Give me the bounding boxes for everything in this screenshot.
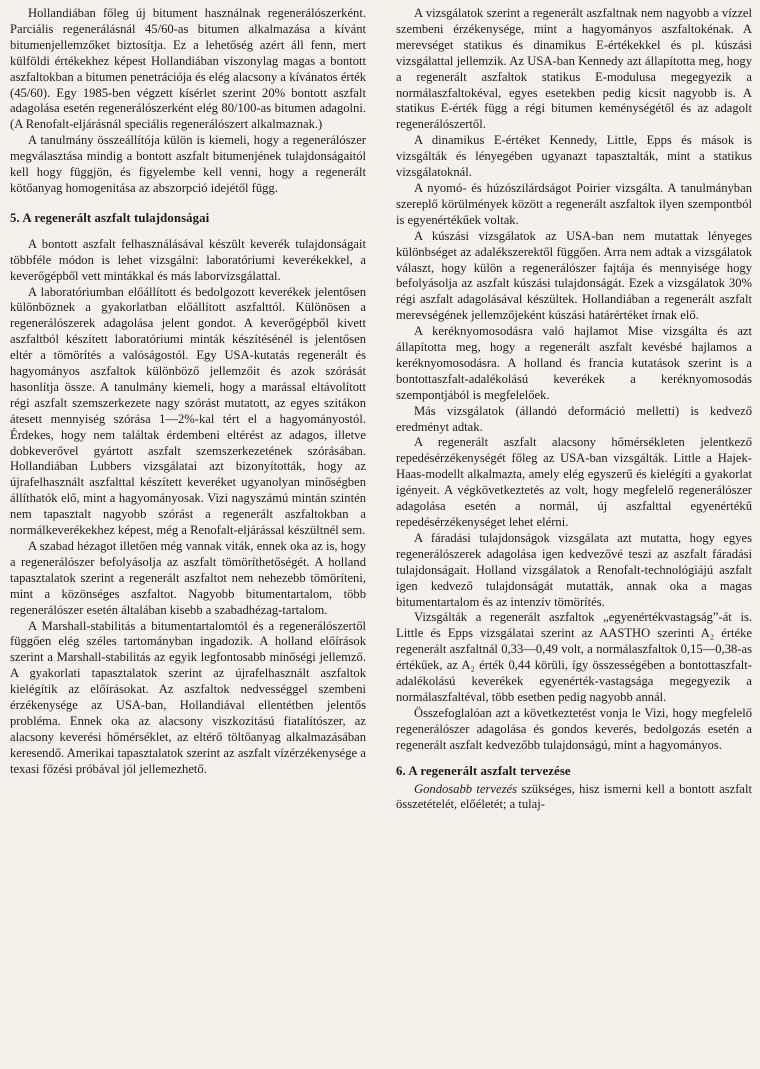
paragraph: A Marshall-stabilitás a bitumentartalomtól és a regenerálószertől függően elég széles tartományban ingadozik. A holland előírások szerint a Marshall-stabilitás az egyik legfontosabb minőségi jellemző. A gyakorlati tapasztalatok szerint az újrafelhasznált aszfaltok kielégítik az előírásokat. Az aszfaltok nedvességgel szembeni érzékenysége az USA-ban, Hollandiával ellentétben jelentős probléma. Ennek oka az alacsony viszkozitású fiatalítószer, az alacsony keverési hőmérséklet, az eltérő töltőanyag alkalmazásában keresendő. Amerikai tapasztalatok szerint az aszfalt vízérzékenysége a texasi főzési próbával jól jellemezhető. <box>10 618 366 776</box>
paragraph: A dinamikus E-értéket Kennedy, Little, Epps és mások is vizsgálták és lényegében ugyanazt tapasztalták, mint a statikus vizsgálatoknál. <box>396 133 752 180</box>
paragraph: A tanulmány összeállítója külön is kiemeli, hogy a regenerálószer megválasztása mindig a bontott aszfalt bitumenjének tulajdonságaitól kell hogy függjön, és figyelembe kell venni, hogy a regenerált kötőanyag homogenitása az abszorpció idejétől függ. <box>10 133 366 195</box>
paragraph: A laboratóriumban előállított és bedolgozott keverékek jelentősen különböznek a gyakorlatban előállított aszfalttól. Különösen a regenerálószerek adagolása jelent gondot. A keverőgépből kivett aszfaltból készített laboratóriumi minták készítésénél is jelentősen eltér a tömörítés a valóságostól. Egy USA-kutatás regenerált és hagyományos aszfaltok különböző jellemzőit és azok szórását hasonlítja össze. A tanulmány kiemeli, hogy a marással eltávolított régi aszfalt szemszerkezete nagy szórást mutatott, az egyes szitákon átesett mennyiség szórása 1—2%-kal tért el a hagyományostól. Érdekes, hogy nem találtak érdembeni eltérést az adagos, illetve dobkeverővel gyártott aszfalt szemszerkezetének szórásában. Hollandiában Lubbers vizsgálatai azt bizonyították, hogy az újrafelhasznált aszfalttal készített keveréket ugyanolyan minőségben állíthatók elő, mint a hagyományosak. Vizi nagyszámú mintán szintén nem tapasztalt nagyobb szórást a regenerált aszfaltokban a normálkeverékekhez képest, még a Renofalt-eljárással készültnél sem. <box>10 284 366 538</box>
emphasis-text: Gondosabb tervezés <box>414 781 517 796</box>
paragraph: A regenerált aszfalt alacsony hőmérsékleten jelentkező repedésérzékenységét főleg az USA-ban vizsgálták. Little a Hajek-Haas-modellt alkalmazta, amely elég egyszerű és kielégíti a gyakorlat igényeit. A végkövetkeztetés az volt, hogy megfelelő regenerálószer adagolása esetén a normál, új aszfalttal egyenértékű repedésérzékenységet lehet elérni. <box>396 435 752 529</box>
paragraph-text: szükséges, hisz ismerni kell a bontott aszfalt összetételét, előéletét; a tulaj- <box>396 781 752 812</box>
paragraph: Más vizsgálatok (állandó deformáció melletti) is kedvező eredményt adtak. <box>396 403 752 434</box>
paragraph <box>396 782 752 814</box>
paragraph: Összefoglalóan azt a következtetést vonja le Vizi, hogy megfelelő regenerálószer adagolása és gondos keverés, bedolgozás esetén a regenerált aszfalt kedvezőbb tulajdonságú, mint a hagyományos. <box>396 705 752 752</box>
paragraph: Hollandiában főleg új bitument használnak regenerálószerként. Parciális regenerálásnál 45/60-as bitumen alkalmazása a kívánt bitumenjellemzőket biztosítja. Ez a lehetőség azért áll fenn, mert külföldi értékekhez képest Hollandiában viszonylag magas a bontott aszfaltokban a bitumen penetrációja és elég alacsony a kívánatos érték (45/60). Egy 1985-ben végzett kísérlet szerint 20% bontott aszfalt adagolása esetén regenerálószerként elég 80/100-as bitumen adagolni. (A Renofalt-eljárásnál speciális regenerálószert alkalmaznak.) <box>10 6 366 132</box>
paragraph: A vizsgálatok szerint a regenerált aszfaltnak nem nagyobb a vízzel szembeni érzékenysége, mint a hagyományos aszfaltokénak. A merevséget statikus és dinamikus E-értékekkel és pl. kúszási vizsgálattal jellemzik. Az USA-ban Kennedy azt állapította meg, hogy a regenerált aszfaltok statikus E-modulusa megegyezik a normálaszfaltokéval, egyes esetekben pedig kicsit nagyobb is. A statikus E-érték függ a régi bitumen keménységétől és az adagolt regenerálószertől. <box>396 6 752 132</box>
section-heading-5: 5. A regenerált aszfalt tulajdonságai <box>10 210 210 225</box>
paragraph: Vizsgálták a regenerált aszfaltok „egyenértékvastagság”-át is. Little és Epps vizsgálatai szerint az AASTHO szerinti A₂ értéke regenerált aszfaltnál 0,33—0,49 volt, a normálaszfaltok 0,15—0,38-as értékűek, az A₂ érték 0,44 körüli, így összességében a bontottaszfalt-adalékolású keverékek egyenérték-vastagsága megegyezik a normálaszfaltéval, több esetben pedig nagyobb annál. <box>396 610 752 704</box>
paragraph: A nyomó- és húzószilárdságot Poirier vizsgálta. A tanulmányban szereplő körülmények között a regenerált aszfaltok ilyen szempontból is egyenértékűek voltak. <box>396 180 752 227</box>
left-column <box>10 6 366 778</box>
section-heading-6: 6. A regenerált aszfalt tervezése <box>396 763 571 778</box>
paragraph: A fáradási tulajdonságok vizsgálata azt mutatta, hogy egyes regenerálószerek adagolása igen kedvezővé teszi az aszfalt fáradási tulajdonságait. Holland vizsgálatok a Renofalt-technológiájú aszfalt igen kedvező tulajdonságát mutatták, annak oka a magas bitumentartalom és az intenzív tömörítés. <box>396 530 752 609</box>
paragraph: A kúszási vizsgálatok az USA-ban nem mutattak lényeges különbséget az adalékszerektől függően. Arra nem adtak a vizsgálatok választ, hogy külön a regenerálószer fajtája és mennyisége hogy befolyásolja az aszfalt kúszási tulajdonságát. Ezek a vizsgálatok 30% régi aszfalt adagolásával készültek. Hollandiában a regenerált aszfalt merevségének jellemzőjeként kúszási határértéket írnak elő. <box>396 228 752 323</box>
paragraph: A szabad hézagot illetően még vannak viták, ennek oka az is, hogy a regenerálószer befolyásolja az aszfalt tömöríthetőségét. A holland tapasztalatok szerint a regenerált aszfaltot nem nehezebb tömöríteni, mint a közönséges aszfaltot. Nagyobb bitumentartalom, több regenerálószer esetén általában kisebb a szabadhézag-tartalom. <box>10 539 366 617</box>
paragraph: A keréknyomosodásra való hajlamot Mise vizsgálta és azt állapította meg, hogy a regenerált aszfalt kevésbé hajlamos a keréknyomosodásra. A holland és francia kutatások szerint is a bontottaszfalt-adalékolású keverékek a keréknyomosodás szempontjából is megfelelőek. <box>396 324 752 402</box>
paragraph: A bontott aszfalt felhasználásával készült keverék tulajdonságait többféle módon is lehet vizsgálni: laboratóriumi keverékekkel, a keverőgépből vett mintákkal és más laborvizsgálattal. <box>10 236 366 283</box>
right-column <box>396 6 752 813</box>
